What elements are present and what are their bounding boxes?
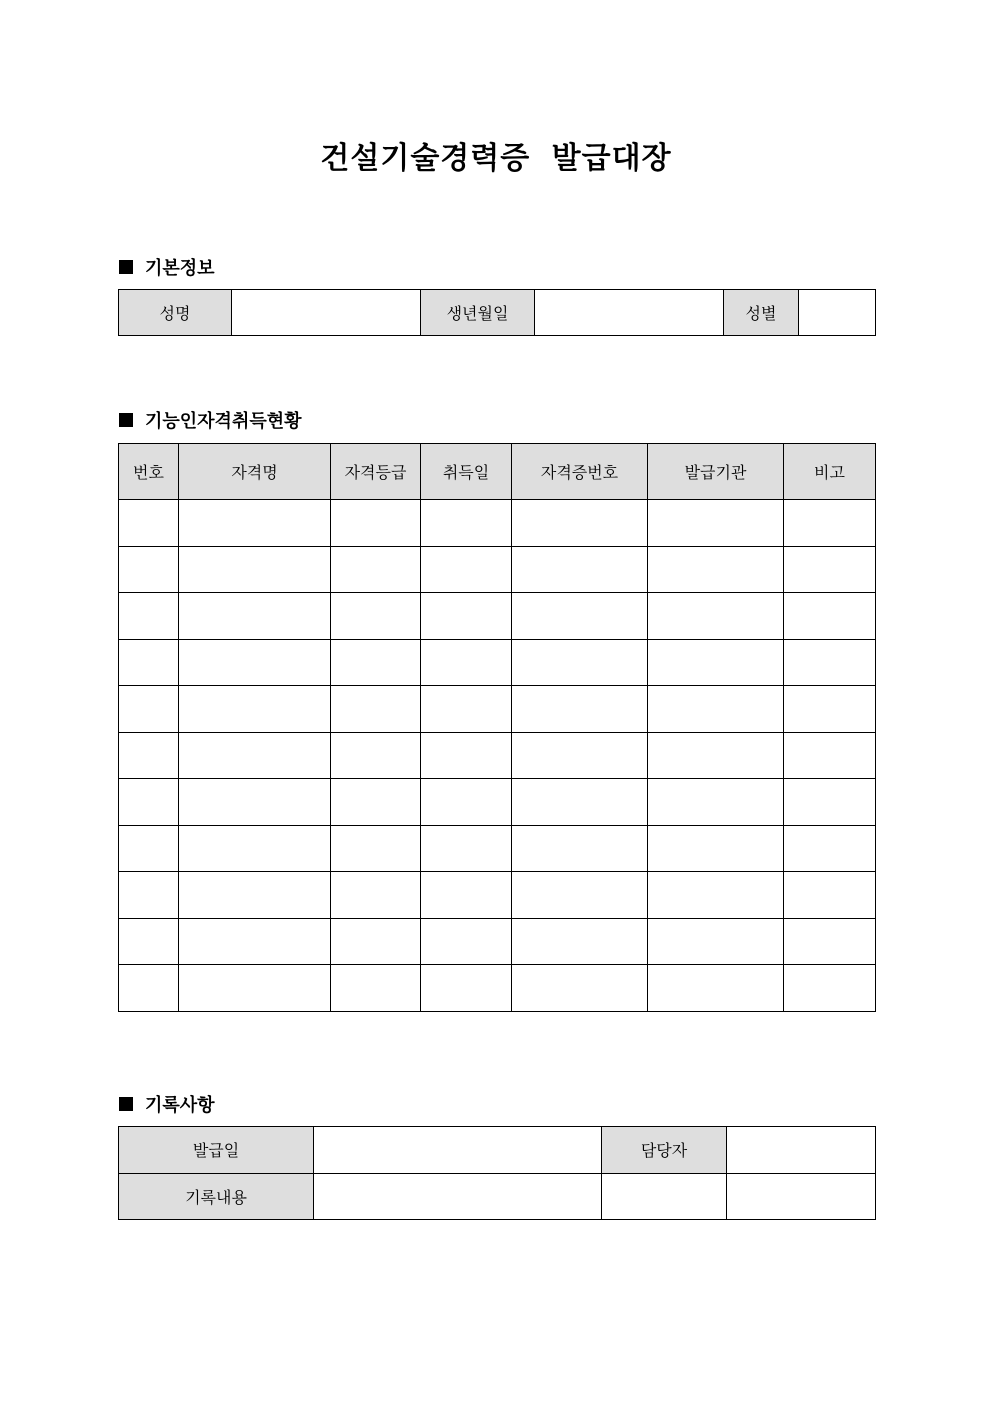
table-row xyxy=(119,639,876,686)
record-content-label: 기록내용 xyxy=(119,1173,314,1220)
cell-qualification-name[interactable] xyxy=(179,825,331,872)
cell-acquired-date[interactable] xyxy=(421,639,512,686)
table-row xyxy=(119,593,876,640)
page-title: 건설기술경력증 발급대장 xyxy=(320,141,672,176)
cell-issuer[interactable] xyxy=(648,732,784,779)
cell-grade[interactable] xyxy=(331,546,421,593)
table-row xyxy=(119,779,876,826)
cell-issuer[interactable] xyxy=(648,872,784,919)
table-row xyxy=(119,918,876,965)
column-header-issuer: 발급기관 xyxy=(648,444,784,500)
cell-qualification-name[interactable] xyxy=(179,779,331,826)
square-bullet-icon xyxy=(119,413,133,427)
cell-remarks[interactable] xyxy=(784,593,876,640)
cell-grade[interactable] xyxy=(331,686,421,733)
cell-acquired-date[interactable] xyxy=(421,500,512,547)
cell-certificate-number[interactable] xyxy=(512,872,648,919)
cell-qualification-name[interactable] xyxy=(179,500,331,547)
cell-issuer[interactable] xyxy=(648,918,784,965)
cell-number[interactable] xyxy=(119,686,179,733)
cell-qualification-name[interactable] xyxy=(179,965,331,1012)
table-row xyxy=(119,500,876,547)
cell-acquired-date[interactable] xyxy=(421,872,512,919)
manager-field[interactable] xyxy=(727,1127,876,1174)
section-heading-records-label: 기록사항 xyxy=(145,1095,215,1116)
basic-info-row xyxy=(119,290,876,336)
cell-qualification-name[interactable] xyxy=(179,918,331,965)
records-row-issue xyxy=(119,1127,876,1174)
section-heading-qualifications xyxy=(119,407,302,433)
column-header-remarks: 비고 xyxy=(784,444,876,500)
cell-remarks[interactable] xyxy=(784,872,876,919)
cell-issuer[interactable] xyxy=(648,593,784,640)
table-row xyxy=(119,825,876,872)
cell-number[interactable] xyxy=(119,639,179,686)
section-heading-records xyxy=(119,1091,215,1117)
cell-acquired-date[interactable] xyxy=(421,593,512,640)
cell-acquired-date[interactable] xyxy=(421,965,512,1012)
cell-number[interactable] xyxy=(119,825,179,872)
gender-field[interactable] xyxy=(799,290,876,336)
cell-remarks[interactable] xyxy=(784,825,876,872)
cell-remarks[interactable] xyxy=(784,779,876,826)
cell-remarks[interactable] xyxy=(784,686,876,733)
cell-grade[interactable] xyxy=(331,593,421,640)
gender-label: 성별 xyxy=(724,290,799,336)
cell-certificate-number[interactable] xyxy=(512,686,648,733)
cell-qualification-name[interactable] xyxy=(179,872,331,919)
cell-grade[interactable] xyxy=(331,500,421,547)
cell-qualification-name[interactable] xyxy=(179,732,331,779)
cell-certificate-number[interactable] xyxy=(512,825,648,872)
cell-acquired-date[interactable] xyxy=(421,686,512,733)
cell-grade[interactable] xyxy=(331,965,421,1012)
cell-acquired-date[interactable] xyxy=(421,732,512,779)
cell-number[interactable] xyxy=(119,965,179,1012)
cell-number[interactable] xyxy=(119,593,179,640)
cell-grade[interactable] xyxy=(331,639,421,686)
cell-issuer[interactable] xyxy=(648,639,784,686)
cell-number[interactable] xyxy=(119,872,179,919)
cell-qualification-name[interactable] xyxy=(179,546,331,593)
cell-certificate-number[interactable] xyxy=(512,639,648,686)
record-extra-field-2[interactable] xyxy=(727,1173,876,1220)
cell-number[interactable] xyxy=(119,918,179,965)
cell-grade[interactable] xyxy=(331,872,421,919)
cell-remarks[interactable] xyxy=(784,732,876,779)
square-bullet-icon xyxy=(119,260,133,274)
cell-issuer[interactable] xyxy=(648,546,784,593)
cell-remarks[interactable] xyxy=(784,546,876,593)
cell-number[interactable] xyxy=(119,546,179,593)
cell-qualification-name[interactable] xyxy=(179,639,331,686)
cell-issuer[interactable] xyxy=(648,965,784,1012)
manager-label: 담당자 xyxy=(602,1127,727,1174)
cell-certificate-number[interactable] xyxy=(512,779,648,826)
column-header-grade: 자격등급 xyxy=(331,444,421,500)
cell-remarks[interactable] xyxy=(784,918,876,965)
cell-certificate-number[interactable] xyxy=(512,918,648,965)
name-label: 성명 xyxy=(119,290,232,336)
cell-acquired-date[interactable] xyxy=(421,546,512,593)
column-header-qualification-name: 자격명 xyxy=(179,444,331,500)
record-extra-field-1[interactable] xyxy=(602,1173,727,1220)
qualifications-header-row xyxy=(119,444,876,500)
cell-acquired-date[interactable] xyxy=(421,825,512,872)
cell-grade[interactable] xyxy=(331,825,421,872)
basic-info-table xyxy=(118,289,876,336)
cell-number[interactable] xyxy=(119,732,179,779)
name-field[interactable] xyxy=(232,290,421,336)
cell-grade[interactable] xyxy=(331,779,421,826)
cell-issuer[interactable] xyxy=(648,686,784,733)
issue-date-label: 발급일 xyxy=(119,1127,314,1174)
table-row xyxy=(119,965,876,1012)
cell-acquired-date[interactable] xyxy=(421,779,512,826)
records-table xyxy=(118,1126,876,1220)
column-header-number: 번호 xyxy=(119,444,179,500)
column-header-acquired-date: 취득일 xyxy=(421,444,512,500)
square-bullet-icon xyxy=(119,1097,133,1111)
cell-remarks[interactable] xyxy=(784,965,876,1012)
birth-date-label: 생년월일 xyxy=(421,290,535,336)
section-heading-basic xyxy=(119,254,215,280)
cell-qualification-name[interactable] xyxy=(179,686,331,733)
record-content-field[interactable] xyxy=(314,1173,602,1220)
cell-certificate-number[interactable] xyxy=(512,965,648,1012)
cell-certificate-number[interactable] xyxy=(512,500,648,547)
cell-grade[interactable] xyxy=(331,918,421,965)
cell-remarks[interactable] xyxy=(784,639,876,686)
column-header-certificate-number: 자격증번호 xyxy=(512,444,648,500)
cell-issuer[interactable] xyxy=(648,779,784,826)
section-heading-qualifications-label: 기능인자격취득현황 xyxy=(145,411,302,432)
cell-certificate-number[interactable] xyxy=(512,546,648,593)
cell-grade[interactable] xyxy=(331,732,421,779)
cell-number[interactable] xyxy=(119,500,179,547)
cell-remarks[interactable] xyxy=(784,500,876,547)
section-heading-basic-label: 기본정보 xyxy=(145,258,215,279)
cell-issuer[interactable] xyxy=(648,500,784,547)
cell-qualification-name[interactable] xyxy=(179,593,331,640)
cell-certificate-number[interactable] xyxy=(512,732,648,779)
table-row xyxy=(119,732,876,779)
records-row-content xyxy=(119,1173,876,1220)
cell-issuer[interactable] xyxy=(648,825,784,872)
cell-acquired-date[interactable] xyxy=(421,918,512,965)
table-row xyxy=(119,546,876,593)
cell-number[interactable] xyxy=(119,779,179,826)
table-row xyxy=(119,686,876,733)
table-row xyxy=(119,872,876,919)
birth-date-field[interactable] xyxy=(535,290,724,336)
qualifications-table xyxy=(118,443,876,1012)
issue-date-field[interactable] xyxy=(314,1127,602,1174)
cell-certificate-number[interactable] xyxy=(512,593,648,640)
